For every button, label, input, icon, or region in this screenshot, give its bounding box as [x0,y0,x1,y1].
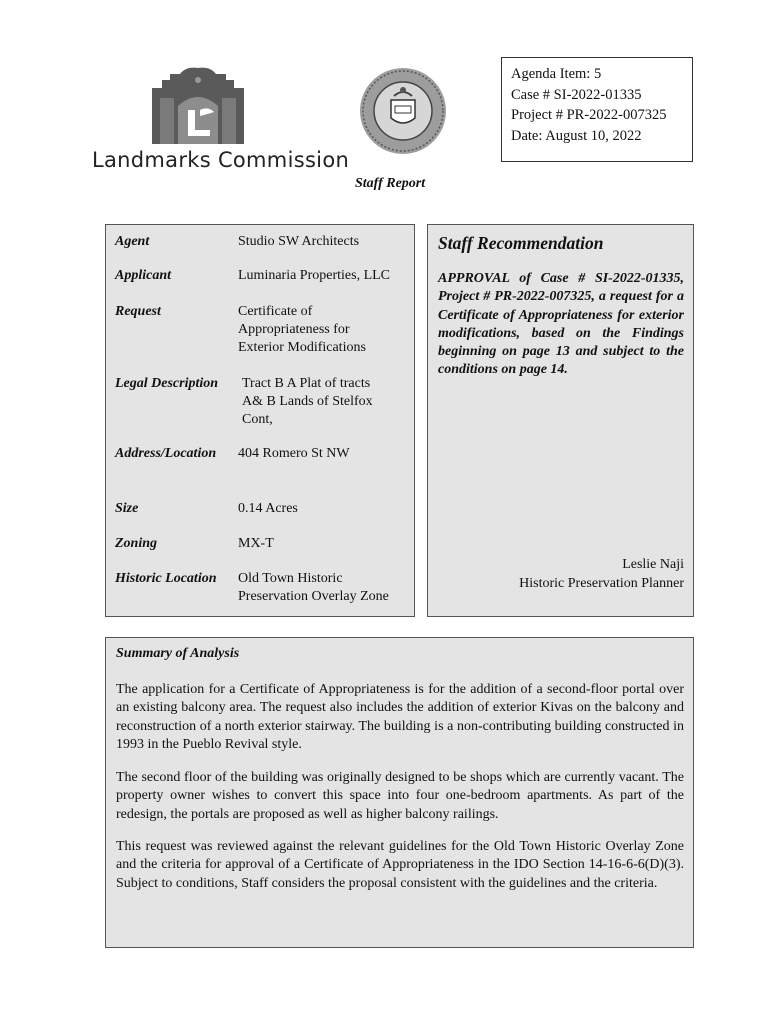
project-number: Project # PR-2022-007325 [511,107,667,123]
info-value: Studio SW Architects [238,234,360,249]
info-label: Legal Description [115,376,219,391]
info-label: Applicant [115,268,172,283]
case-info-panel [105,224,415,617]
info-value: Certificate of Appropriateness for Exterior Modifications [238,304,366,355]
recommendation-heading: Staff Recommendation [438,233,604,253]
planner-signature [519,555,684,593]
info-value: 404 Romero St NW [238,446,350,461]
info-label: Size [115,501,139,516]
staff-recommendation-panel [427,224,694,617]
landmarks-commission-logo [92,66,350,181]
recommendation-text: APPROVAL of Case # SI-2022-01335, Project # PR-2022-007325, a request for a Certificate of Appropriateness for exterior modifications, based on the Findings beginning on page 13 and subject to the conditions on page 14. [438,271,684,378]
agenda-info-box [501,57,693,162]
info-label: Request [115,304,161,319]
meeting-date: Date: August 10, 2022 [511,127,642,144]
info-value: Tract B A Plat of tracts A& B Lands of Stelfox Cont, [242,376,373,427]
info-label: Historic Location [115,571,217,586]
logo-text: Landmarks Commission [92,148,350,172]
summary-paragraph: The application for a Certificate of Appropriateness is for the addition of a second-floor portal over an existing balcony area. The request also includes the addition of exterior Kivas on the balcony and reconstruction of a north exterior stairway. The building is a non-contributing building constructed in 1993 in the Pueblo Revival style. [116,682,684,753]
report-title: Staff Report [355,176,426,191]
info-label: Agent [115,234,150,249]
planner-title: Historic Preservation Planner [519,576,684,591]
mission-building-icon [148,66,248,146]
seal-icon [358,66,448,156]
info-value: MX-T [238,536,274,551]
info-label: Address/Location [115,446,217,461]
info-value: Old Town Historic Preservation Overlay Zone [238,571,389,604]
info-value: 0.14 Acres [238,501,298,516]
planner-name: Leslie Naji [622,557,684,572]
summary-of-analysis-panel [105,637,694,948]
city-seal [358,66,448,156]
summary-paragraph: This request was reviewed against the relevant guidelines for the Old Town Historic Overlay Zone and the criteria for approval of a Certificate of Appropriateness in the IDO Section 14-16-6-6(D)(3). Subject to conditions, Staff considers the proposal consistent with the guidelines and the criteria. [116,839,684,891]
info-value: Luminaria Properties, LLC [238,268,391,283]
agenda-item: Agenda Item: 5 [511,66,602,82]
summary-paragraph: The second floor of the building was originally designed to be shops which are currently vacant. The property owner wishes to convert this space into four one-bedroom apartments. As part of the redesign, the portals are proposed as well as higher balcony railings. [116,770,684,822]
case-number: Case # SI-2022-01335 [511,86,642,103]
info-label: Zoning [115,536,158,551]
summary-heading: Summary of Analysis [116,646,240,661]
